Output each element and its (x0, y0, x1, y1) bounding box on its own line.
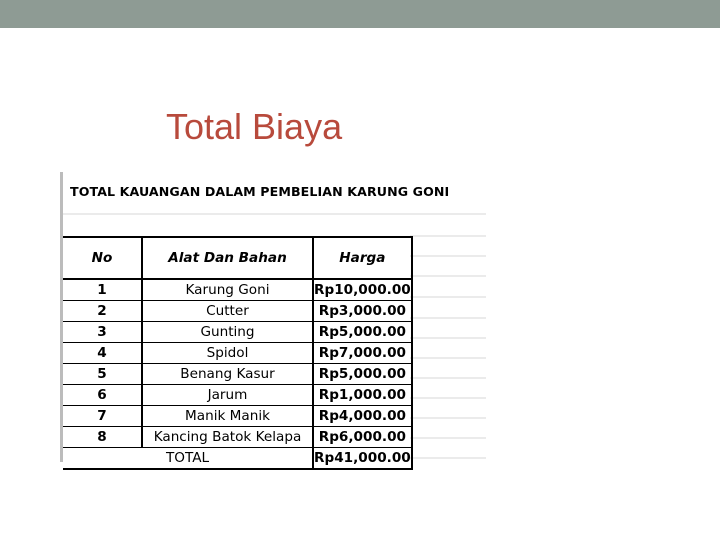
row-no: 1 (63, 279, 142, 301)
total-price: Rp41,000.00 (313, 448, 412, 470)
table-row (63, 406, 412, 427)
total-row (63, 448, 412, 470)
table-row (63, 301, 412, 322)
table-row (63, 385, 412, 406)
row-item: Spidol (142, 343, 313, 364)
row-price: Rp6,000.00 (313, 427, 412, 448)
table-row (63, 322, 412, 343)
sheet-heading: TOTAL KAUANGAN DALAM PEMBELIAN KARUNG GONI (70, 184, 450, 199)
row-item: Karung Goni (142, 279, 313, 301)
table-row (63, 427, 412, 448)
total-label: TOTAL (63, 448, 313, 470)
row-item: Manik Manik (142, 406, 313, 427)
row-price: Rp1,000.00 (313, 385, 412, 406)
row-no: 3 (63, 322, 142, 343)
row-no: 5 (63, 364, 142, 385)
row-price: Rp3,000.00 (313, 301, 412, 322)
row-price: Rp10,000.00 (313, 279, 412, 301)
header-price: Harga (313, 237, 412, 279)
row-price: Rp7,000.00 (313, 343, 412, 364)
row-no: 7 (63, 406, 142, 427)
row-price: Rp5,000.00 (313, 322, 412, 343)
row-item: Benang Kasur (142, 364, 313, 385)
row-no: 8 (63, 427, 142, 448)
row-item: Cutter (142, 301, 313, 322)
row-price: Rp5,000.00 (313, 364, 412, 385)
table-header-row (63, 237, 412, 279)
header-item: Alat Dan Bahan (142, 237, 313, 279)
row-no: 6 (63, 385, 142, 406)
row-item: Gunting (142, 322, 313, 343)
row-item: Kancing Batok Kelapa (142, 427, 313, 448)
table-row (63, 343, 412, 364)
table-row (63, 279, 412, 301)
slide-title: Total Biaya (166, 106, 343, 147)
row-price: Rp4,000.00 (313, 406, 412, 427)
row-item: Jarum (142, 385, 313, 406)
row-no: 2 (63, 301, 142, 322)
price-table (63, 236, 413, 470)
row-no: 4 (63, 343, 142, 364)
header-no: No (63, 237, 142, 279)
table-row (63, 364, 412, 385)
